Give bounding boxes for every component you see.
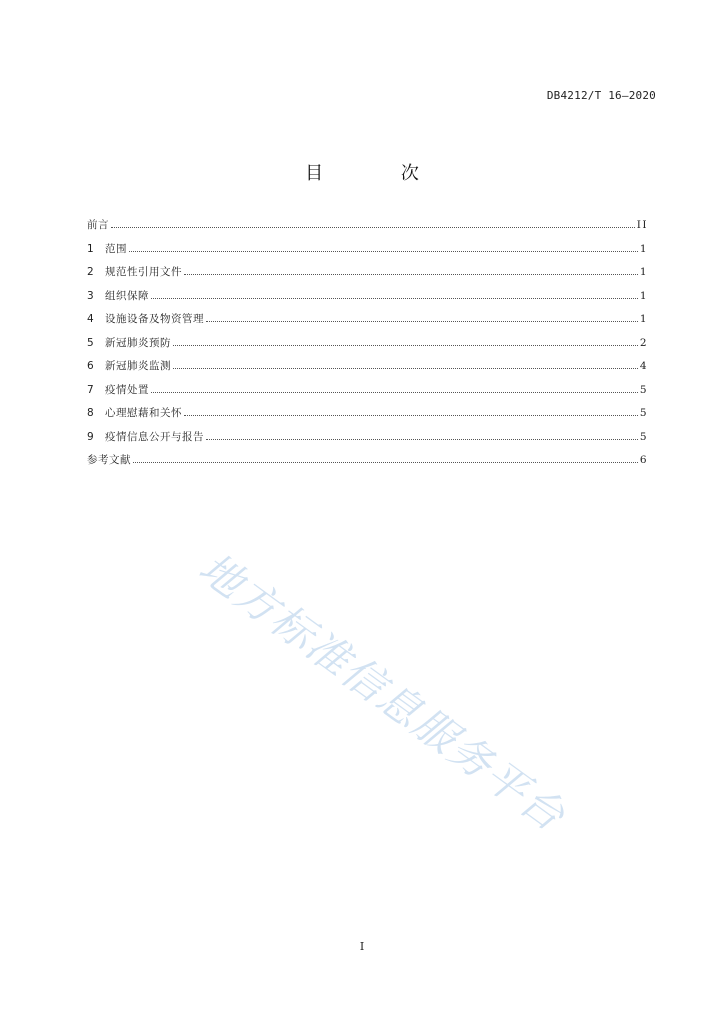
toc-entry-number: 3: [87, 289, 94, 302]
toc-entry-label: 范围: [105, 242, 127, 255]
toc-entry-page: 1: [639, 242, 648, 255]
toc-entry-number: 9: [87, 430, 94, 443]
table-of-contents: [87, 218, 648, 477]
toc-leader-dots: [173, 367, 638, 369]
toc-entry-number: 8: [87, 407, 94, 419]
toc-title: 目 次: [305, 163, 455, 184]
toc-entry-label: 心理慰藉和关怀: [105, 407, 182, 419]
toc-leader-dots: [151, 297, 638, 299]
toc-entry-label: 新冠肺炎预防: [105, 336, 171, 349]
toc-entry-number: 4: [87, 313, 94, 325]
toc-entry-5[interactable]: [87, 336, 648, 360]
toc-entry-page: 1: [639, 266, 648, 278]
watermark: 地方标准信息服务平台: [190, 542, 575, 842]
toc-entry-7[interactable]: [87, 383, 648, 407]
document-code: DB4212/T 16—2020: [546, 89, 656, 102]
toc-entry-foreword[interactable]: [87, 218, 648, 242]
toc-entry-2[interactable]: [87, 265, 648, 289]
toc-entry-page: 4: [639, 360, 648, 372]
toc-entry-number: 7: [87, 383, 94, 396]
toc-entry-label: 疫情信息公开与报告: [105, 430, 204, 443]
toc-leader-dots: [151, 391, 638, 393]
toc-entry-4[interactable]: [87, 312, 648, 336]
toc-entry-page: 1: [639, 313, 648, 325]
toc-entry-number: 2: [87, 266, 94, 278]
toc-entry-page: 1: [639, 289, 648, 302]
toc-leader-dots: [129, 250, 638, 252]
page-number: I: [359, 940, 365, 953]
toc-leader-dots: [184, 273, 638, 275]
toc-leader-dots: [173, 344, 638, 346]
toc-leader-dots: [111, 226, 635, 228]
toc-entry-number: 5: [87, 336, 94, 349]
toc-entry-label: 参考文献: [87, 454, 131, 466]
toc-entry-8[interactable]: [87, 406, 648, 430]
toc-leader-dots: [184, 414, 638, 416]
toc-entry-page: II: [636, 219, 648, 231]
toc-entry-label: 规范性引用文件: [105, 266, 182, 278]
toc-entry-number: 1: [87, 242, 94, 255]
toc-leader-dots: [206, 438, 638, 440]
toc-entry-1[interactable]: [87, 242, 648, 266]
toc-entry-label: 疫情处置: [105, 383, 149, 396]
toc-entry-page: 2: [639, 336, 648, 349]
toc-entry-page: 5: [639, 383, 648, 396]
toc-entry-3[interactable]: [87, 289, 648, 313]
toc-entry-page: 5: [639, 407, 648, 419]
toc-entry-9[interactable]: [87, 430, 648, 454]
toc-leader-dots: [133, 461, 638, 463]
toc-entry-page: 6: [639, 454, 648, 466]
toc-entry-label: 前言: [87, 219, 109, 231]
toc-entry-label: 新冠肺炎监测: [105, 360, 171, 372]
toc-leader-dots: [206, 320, 638, 322]
toc-entry-label: 组织保障: [105, 289, 149, 302]
toc-entry-number: 6: [87, 360, 94, 372]
toc-entry-6[interactable]: [87, 359, 648, 383]
toc-entry-page: 5: [639, 430, 648, 443]
toc-entry-label: 设施设备及物资管理: [105, 313, 204, 325]
toc-entry-references[interactable]: [87, 453, 648, 477]
